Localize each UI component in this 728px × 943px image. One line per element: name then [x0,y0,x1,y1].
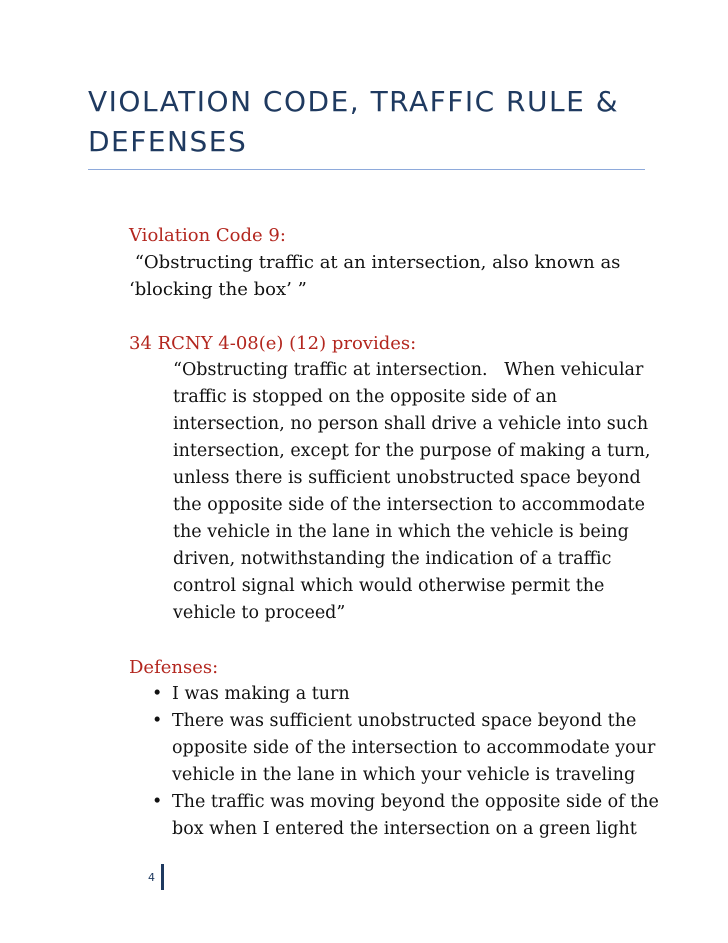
title-divider [88,169,645,170]
defense-item [152,681,659,708]
defense-item-text: There was sufficient unobstructed space beyond the opposite side of the intersection to accommodate your vehicle in the lane in which your vehicle is traveling [172,711,656,785]
page-number: 4 [148,870,155,884]
defenses-section [129,654,659,843]
rule-section [129,330,659,627]
violation-section [129,222,659,303]
defense-item-text: I was making a turn [172,684,350,704]
rule-quote: “Obstructing traffic at intersection. When vehicular traffic is stopped on the opposite side of an intersection, no person shall drive a vehicle into such intersection, except for the purpose of making a turn, unless there is sufficient unobstructed space beyond the opposite side of the intersection to accommodate the vehicle in the lane in which the vehicle is being driven, notwithstanding the indication of a traffic control signal which would otherwise permit the vehicle to proceed” [173,360,657,623]
page-title: VIOLATION CODE, TRAFFIC RULE & DEFENSES [88,85,620,158]
defenses-list [129,681,659,843]
defense-item [152,708,659,789]
violation-text-line2: ‘blocking the box’ ” [129,279,307,300]
defense-item-text: The traffic was moving beyond the opposite side of the box when I entered the intersection on a green light [172,792,659,839]
defense-item [152,789,659,843]
bullet-icon: • [152,711,163,731]
document-body [129,222,659,870]
rule-heading: 34 RCNY 4-08(e) (12) provides: [129,333,417,354]
page-footer [148,863,164,891]
bullet-icon: • [152,684,163,704]
page-number-bar [161,864,164,890]
violation-heading: Violation Code 9: [129,225,286,246]
violation-text-line1: “Obstructing traffic at an intersection, also known as [129,252,621,273]
defenses-heading: Defenses: [129,657,219,678]
bullet-icon: • [152,792,163,812]
